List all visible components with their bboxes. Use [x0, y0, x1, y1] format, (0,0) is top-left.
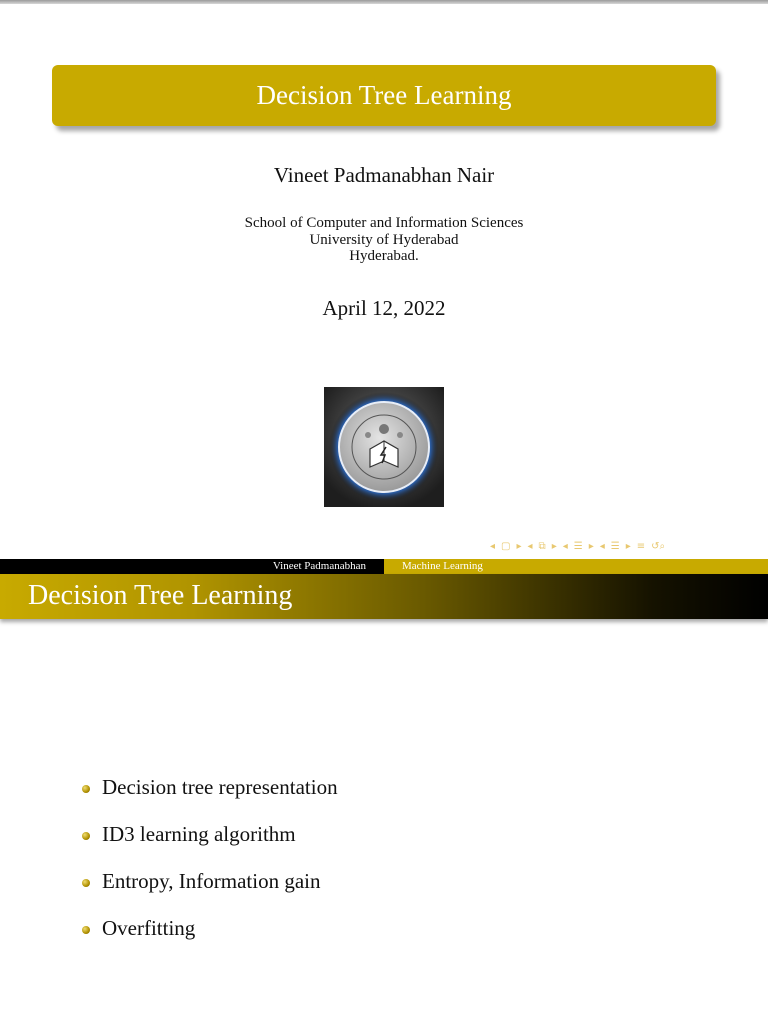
institute-line: University of Hyderabad — [309, 231, 459, 248]
nav-search-icon[interactable]: ↺⌕ — [651, 540, 666, 552]
nav-section-icon[interactable]: ☰ — [610, 540, 620, 552]
bullet-text: Overfitting — [102, 916, 196, 940]
list-item — [82, 764, 722, 811]
university-seal-icon — [328, 391, 440, 503]
page-top-edge — [0, 0, 768, 4]
footer-author: Vineet Padmanabhan — [0, 559, 384, 574]
nav-next-icon[interactable]: ▸ — [588, 540, 594, 552]
institute-line: Hyderabad. — [349, 248, 419, 264]
slide-footer — [0, 559, 768, 574]
bullet-icon — [82, 832, 90, 840]
bullet-icon — [82, 879, 90, 887]
nav-prev-icon[interactable]: ◂ — [599, 540, 605, 552]
nav-prev-icon[interactable]: ◂ — [490, 540, 496, 552]
institute-line: School of Computer and Information Sciences — [244, 215, 524, 231]
list-item — [82, 905, 722, 952]
nav-list-icon[interactable]: ≡ — [636, 540, 646, 552]
bullet-text: Decision tree representation — [102, 775, 338, 799]
presentation-date: April 12, 2022 — [322, 296, 446, 320]
university-logo — [324, 387, 444, 507]
nav-prev-icon[interactable]: ◂ — [527, 540, 533, 552]
nav-next-icon[interactable]: ▸ — [551, 540, 557, 552]
footer-course: Machine Learning — [384, 559, 768, 574]
presentation-title: Decision Tree Learning — [256, 80, 512, 110]
nav-subsection-icon[interactable]: ⧉ — [538, 540, 546, 552]
list-item — [82, 858, 722, 905]
bullet-list — [82, 764, 722, 952]
nav-next-icon[interactable]: ▸ — [625, 540, 631, 552]
nav-frame-icon[interactable]: ▢ — [501, 540, 511, 552]
list-item — [82, 811, 722, 858]
institute-block — [0, 215, 768, 265]
title-block — [52, 65, 716, 126]
frame-title-bar — [0, 574, 768, 619]
nav-next-icon[interactable]: ▸ — [516, 540, 522, 552]
bullet-text: Entropy, Information gain — [102, 869, 321, 893]
navigation-bar — [490, 538, 765, 554]
bullet-text: ID3 learning algorithm — [102, 822, 296, 846]
nav-section-icon[interactable]: ☰ — [573, 540, 583, 552]
nav-prev-icon[interactable]: ◂ — [562, 540, 568, 552]
bullet-icon — [82, 926, 90, 934]
bullet-icon — [82, 785, 90, 793]
author-name: Vineet Padmanabhan Nair — [273, 163, 495, 187]
frame-title: Decision Tree Learning — [28, 580, 293, 611]
